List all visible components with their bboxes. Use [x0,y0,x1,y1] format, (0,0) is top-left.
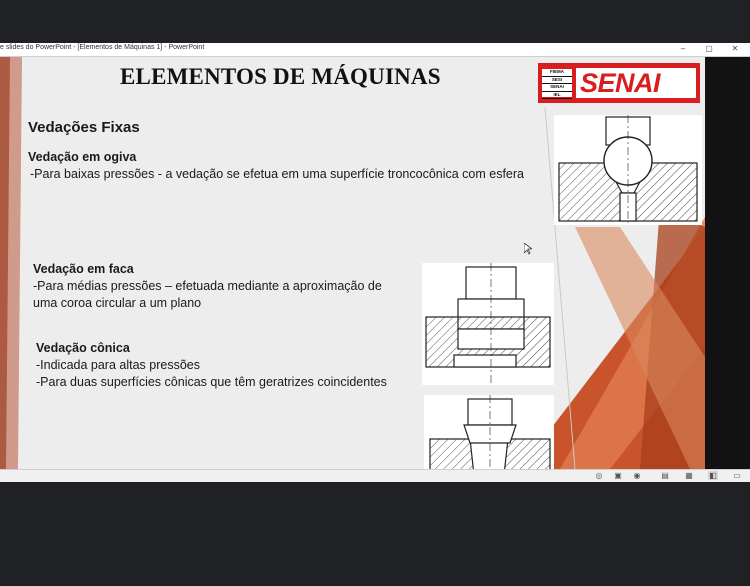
slideshow-icon[interactable]: ▭ [733,471,741,480]
minimize-icon[interactable]: – [680,44,686,53]
close-icon[interactable]: ✕ [731,44,739,53]
slide-canvas[interactable] [0,57,705,469]
ogiva-seal-drawing [554,115,702,225]
conica-seal-drawing [424,395,554,469]
section-heading-ogiva: Vedação em ogiva [28,150,137,164]
section-line: -Para baixas pressões - a vedação se efetua em uma superfície troncocônica com esfera [30,167,525,181]
powerpoint-window [0,43,750,481]
notes-icon[interactable]: ▣ [614,471,622,480]
section-heading-faca: Vedação em faca [33,262,134,276]
reading-view-icon[interactable]: ◧ [709,471,717,480]
title-bar [0,43,750,57]
logo-small-block: FIEMA SESI SENAI IEL [542,69,572,97]
comments-icon[interactable]: ◉ [633,471,641,480]
slide-subtitle: Vedações Fixas [28,119,140,136]
section-line: -Indicada para altas pressões [36,358,200,372]
slide-title: ELEMENTOS DE MÁQUINAS [120,64,441,89]
side-panel [705,57,750,469]
normal-view-icon[interactable]: ▤ [661,471,669,480]
maximize-icon[interactable]: ▢ [705,44,713,53]
faca-seal-drawing [422,263,554,385]
section-line: -Para duas superfícies cônicas que têm geratrizes coincidentes [36,375,387,389]
section-line: uma coroa circular a um plano [33,296,202,310]
section-heading-conica: Vedação cônica [36,341,130,355]
accessibility-icon[interactable]: ◎ [595,471,603,480]
status-bar [0,469,750,482]
senai-logo [538,63,700,103]
logo-brand: SENAI [580,68,661,98]
window-title: e slides do PowerPoint - [Elementos de Máquinas 1] - PowerPoint [0,44,205,51]
section-line: -Para médias pressões – efetuada mediante a aproximação de [33,279,382,293]
slide-sorter-icon[interactable]: ▦ [685,471,693,480]
mouse-cursor-icon [524,243,532,255]
